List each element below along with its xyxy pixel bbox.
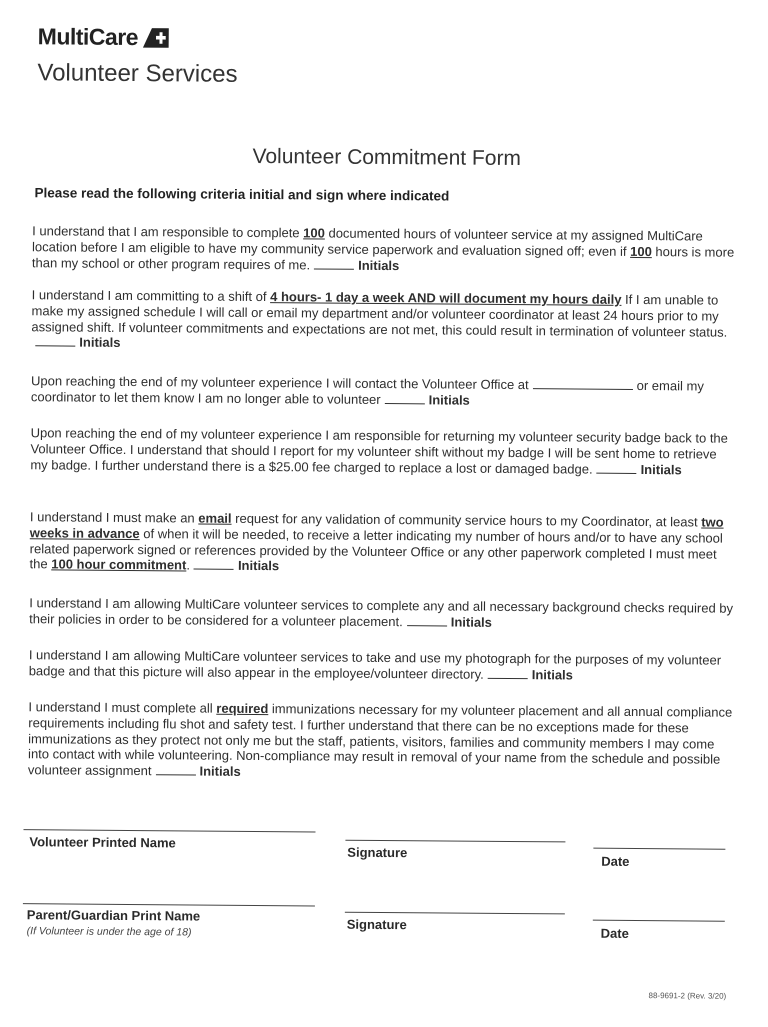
initials-label: Initials [450, 614, 492, 630]
instructions: Please read the following criteria initial and sign where indicated [34, 185, 450, 204]
initials-label: Initials [199, 763, 241, 780]
initials-field[interactable] [194, 559, 234, 570]
guardian-signature-line[interactable] [345, 912, 565, 915]
criteria-immunizations: I understand I must complete all required immunizations necessary for my volunteer placement and all annual compliance requirements including flu shot and safety test. I further understand that there can be no exceptions made for these immunizations as they protect not only me but the staff, patients, visitors, families and community members I may come into contact with while volunteering. Non-compliance may result in removal of your name from the schedule and possible volunteer assignment Initials [27, 699, 733, 780]
initials-field[interactable] [385, 393, 425, 404]
initials-field[interactable] [488, 668, 528, 679]
criteria-hours-validation: I understand I must make an email request for any validation of community service hours to my Coordinator, at least two weeks in advance of when it will be needed, to receive a letter indicating my number of hours and/or to have any school related paperwork signed or references provided by the Volunteer Office or any other paperwork completed I must meet the 100 hour commitment. Initials [29, 509, 724, 574]
guardian-signature-label: Signature [346, 916, 407, 933]
initials-label: Initials [531, 666, 574, 683]
form-code: 88-9691-2 (Rev. 3/20) [648, 991, 727, 1001]
initials-label: Initials [237, 558, 280, 574]
guardian-note: (If Volunteer is under the age of 18) [26, 925, 192, 939]
volunteer-signature-label: Signature [347, 844, 408, 861]
criteria-badge-return: Upon reaching the end of my volunteer experience I am responsible for returning my volunteer security badge back to the Volunteer Office. I understand that should I report for my volunteer shift without my badge I will be sent home to retrieve my badge. I further understand there is a $25.00 fee charged to replace a lost or damaged badge. Initials [30, 425, 728, 477]
initials-label: Initials [79, 334, 121, 351]
initials-label: Initials [358, 257, 400, 273]
department-title: Volunteer Services [37, 59, 238, 88]
volunteer-date-label: Date [601, 853, 630, 869]
multicare-logo [38, 23, 170, 51]
criteria-shift-commitment: I understand I am committing to a shift of 4 hours- 1 day a week AND will document my hours daily If I am unable to make my assigned schedule I will call or email my department and/or volunteer coordinator at least 24 hours prior to my assigned shift. If volunteer commitments and expectations are not met, this could result in termination of volunteer status.Initials [31, 287, 728, 351]
initials-field[interactable] [314, 258, 354, 269]
initials-field[interactable] [156, 764, 196, 775]
guardian-date-line[interactable] [593, 920, 725, 922]
criteria-photograph: I understand I am allowing MultiCare volunteer services to take and use my photograph for the purposes of my volunteer badge and that this picture will also appear in the employee/volunteer directory. Initials [28, 647, 722, 683]
criteria-background-checks: I understand I am allowing MultiCare volunteer services to complete any and all necessary background checks required by their policies in order to be considered for a volunteer placement. Initials [29, 595, 734, 630]
volunteer-name-line[interactable] [23, 829, 315, 832]
multicare-cross-icon [143, 28, 169, 48]
criteria-end-of-service-contact: Upon reaching the end of my volunteer experience I will contact the Volunteer Office at or email my coordinator to let them know I am no longer able to volunteer Initials [30, 373, 704, 408]
form-title: Volunteer Commitment Form [252, 144, 522, 171]
volunteer-name-label: Volunteer Printed Name [29, 834, 176, 851]
guardian-date-label: Date [600, 925, 629, 941]
phone-field[interactable] [533, 378, 633, 390]
logo-text: MultiCare [37, 23, 139, 51]
guardian-name-label: Parent/Guardian Print Name [26, 907, 201, 924]
initials-field[interactable] [35, 336, 75, 347]
initials-label: Initials [640, 461, 682, 477]
initials-label: Initials [428, 392, 470, 408]
volunteer-signature-line[interactable] [345, 840, 565, 843]
guardian-name-line[interactable] [23, 903, 315, 906]
volunteer-date-line[interactable] [593, 848, 725, 850]
initials-field[interactable] [407, 615, 447, 626]
initials-field[interactable] [597, 462, 637, 473]
criteria-hours-requirement: I understand that I am responsible to complete 100 documented hours of volunteer service at my assigned MultiCare location before I am eligible to have my community service paperwork and evaluation signed off; even if 100 hours is more than my school or other program requires of me. Initials [31, 223, 735, 273]
